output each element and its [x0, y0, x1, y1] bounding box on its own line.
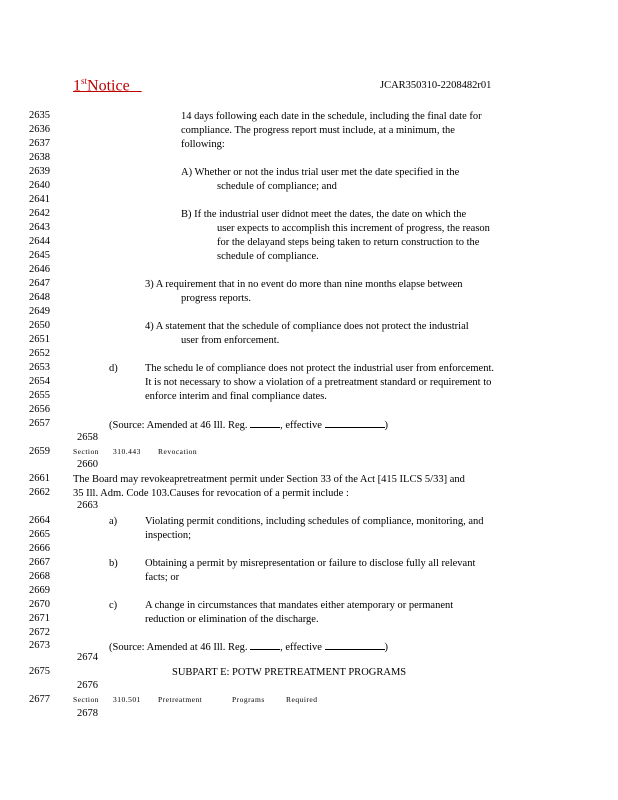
text-line: The schedu le of compliance does not protect the industrial user from enforcement.	[145, 363, 495, 374]
line-number: 2638	[29, 152, 50, 163]
line-number: 2674	[77, 652, 98, 663]
text-line: inspection;	[145, 530, 192, 541]
text-line: It is not necessary to show a violation of a pretreatment standard or requirement to	[145, 377, 492, 388]
notice-label: 1stNotice	[73, 76, 130, 95]
blank-field	[250, 418, 280, 428]
line-number: 2641	[29, 194, 50, 205]
line-number: 2667	[29, 557, 50, 568]
line-number: 2650	[29, 320, 50, 331]
text-line: 35 Ill. Adm. Code 103.Causes for revocation of a permit include :	[73, 488, 349, 499]
text-line: schedule of compliance.	[217, 251, 319, 262]
line-number: 2666	[29, 543, 50, 554]
text-line: Violating permit conditions, including schedules of compliance, monitoring, and	[145, 516, 484, 527]
text-line: The Board may revokeapretreatment permit under Section 33 of the Act [415 ILCS 5/33] and	[73, 474, 465, 485]
section-number: 310.443	[113, 447, 141, 456]
text-line: facts; or	[145, 572, 180, 583]
line-number: 2642	[29, 208, 50, 219]
text-line: user from enforcement.	[181, 335, 280, 346]
section-number: 310.501	[113, 695, 141, 704]
text-line: A) Whether or not the indus trial user met the date specified in the	[181, 167, 460, 178]
line-number: 2651	[29, 334, 50, 345]
line-number: 2665	[29, 529, 50, 540]
line-number: 2654	[29, 376, 50, 387]
line-number: 2652	[29, 348, 50, 359]
source-text: )	[384, 420, 389, 431]
line-number: 2639	[29, 166, 50, 177]
line-number: 2658	[77, 432, 98, 443]
line-number: 2647	[29, 278, 50, 289]
text-line: compliance. The progress report must include, at a minimum, the	[181, 125, 455, 136]
line-number: 2669	[29, 585, 50, 596]
line-number: 2671	[29, 613, 50, 624]
section-label: Section	[73, 695, 99, 704]
source-text: (Source: Amended at 46 Ill. Reg.	[109, 642, 248, 653]
line-number: 2678	[77, 708, 98, 719]
line-number: 2676	[77, 680, 98, 691]
line-number: 2644	[29, 236, 50, 247]
list-marker: a)	[109, 516, 118, 527]
text-line: Obtaining a permit by misrepresentation or failure to disclose fully all relevant	[145, 558, 476, 569]
line-number: 2657	[29, 418, 50, 429]
line-number: 2668	[29, 571, 50, 582]
subpart-heading: SUBPART E: POTW PRETREATMENT PROGRAMS	[172, 667, 407, 678]
source-note	[109, 418, 388, 432]
text-line: reduction or elimination of the discharge.	[145, 614, 319, 625]
text-line: 3) A requirement that in no event do more than nine months elapse between	[145, 279, 463, 290]
line-number: 2661	[29, 473, 50, 484]
line-number: 2649	[29, 306, 50, 317]
source-note	[109, 640, 388, 654]
list-marker: c)	[109, 600, 118, 611]
line-number: 2660	[77, 459, 98, 470]
blank-field	[325, 640, 385, 650]
line-number: 2653	[29, 362, 50, 373]
text-line: B) If the industrial user didnot meet the dates, the date on which the	[181, 209, 467, 220]
line-number: 2655	[29, 390, 50, 401]
line-number: 2670	[29, 599, 50, 610]
blank-field	[325, 418, 385, 428]
line-number: 2648	[29, 292, 50, 303]
line-number: 2675	[29, 666, 50, 677]
text-line: user expects to accomplish this increment of progress, the reason	[217, 223, 490, 234]
source-text: (Source: Amended at 46 Ill. Reg.	[109, 420, 248, 431]
line-number: 2636	[29, 124, 50, 135]
list-marker: b)	[109, 558, 118, 569]
section-title: Programs	[232, 695, 265, 704]
text-line: 4) A statement that the schedule of compliance does not protect the industrial	[145, 321, 469, 332]
text-line: following:	[181, 139, 225, 150]
source-text: , effective	[280, 420, 322, 431]
line-number: 2677	[29, 694, 50, 705]
line-number: 2673	[29, 640, 50, 651]
list-marker: d)	[109, 363, 118, 374]
text-line: for the delayand steps being taken to return construction to the	[217, 237, 480, 248]
section-title: Pretreatment	[158, 695, 203, 704]
line-number: 2663	[77, 500, 98, 511]
source-text: )	[384, 642, 389, 653]
line-number: 2664	[29, 515, 50, 526]
line-number: 2646	[29, 264, 50, 275]
line-number: 2672	[29, 627, 50, 638]
text-line: schedule of compliance; and	[217, 181, 337, 192]
line-number: 2637	[29, 138, 50, 149]
text-line: A change in circumstances that mandates either atemporary or permanent	[145, 600, 454, 611]
line-number: 2635	[29, 110, 50, 121]
line-number: 2640	[29, 180, 50, 191]
text-line: progress reports.	[181, 293, 251, 304]
line-number: 2662	[29, 487, 50, 498]
text-line: 14 days following each date in the schedule, including the final date for	[181, 111, 482, 122]
line-number: 2643	[29, 222, 50, 233]
section-title: Required	[286, 695, 318, 704]
section-label: Section	[73, 447, 99, 456]
line-number: 2659	[29, 446, 50, 457]
section-title: Revocation	[158, 447, 198, 456]
text-line: enforce interim and final compliance dates.	[145, 391, 327, 402]
line-number: 2645	[29, 250, 50, 261]
document-code: JCAR350310-2208482r01	[380, 80, 492, 91]
line-number: 2656	[29, 404, 50, 415]
source-text: , effective	[280, 642, 322, 653]
blank-field	[250, 640, 280, 650]
